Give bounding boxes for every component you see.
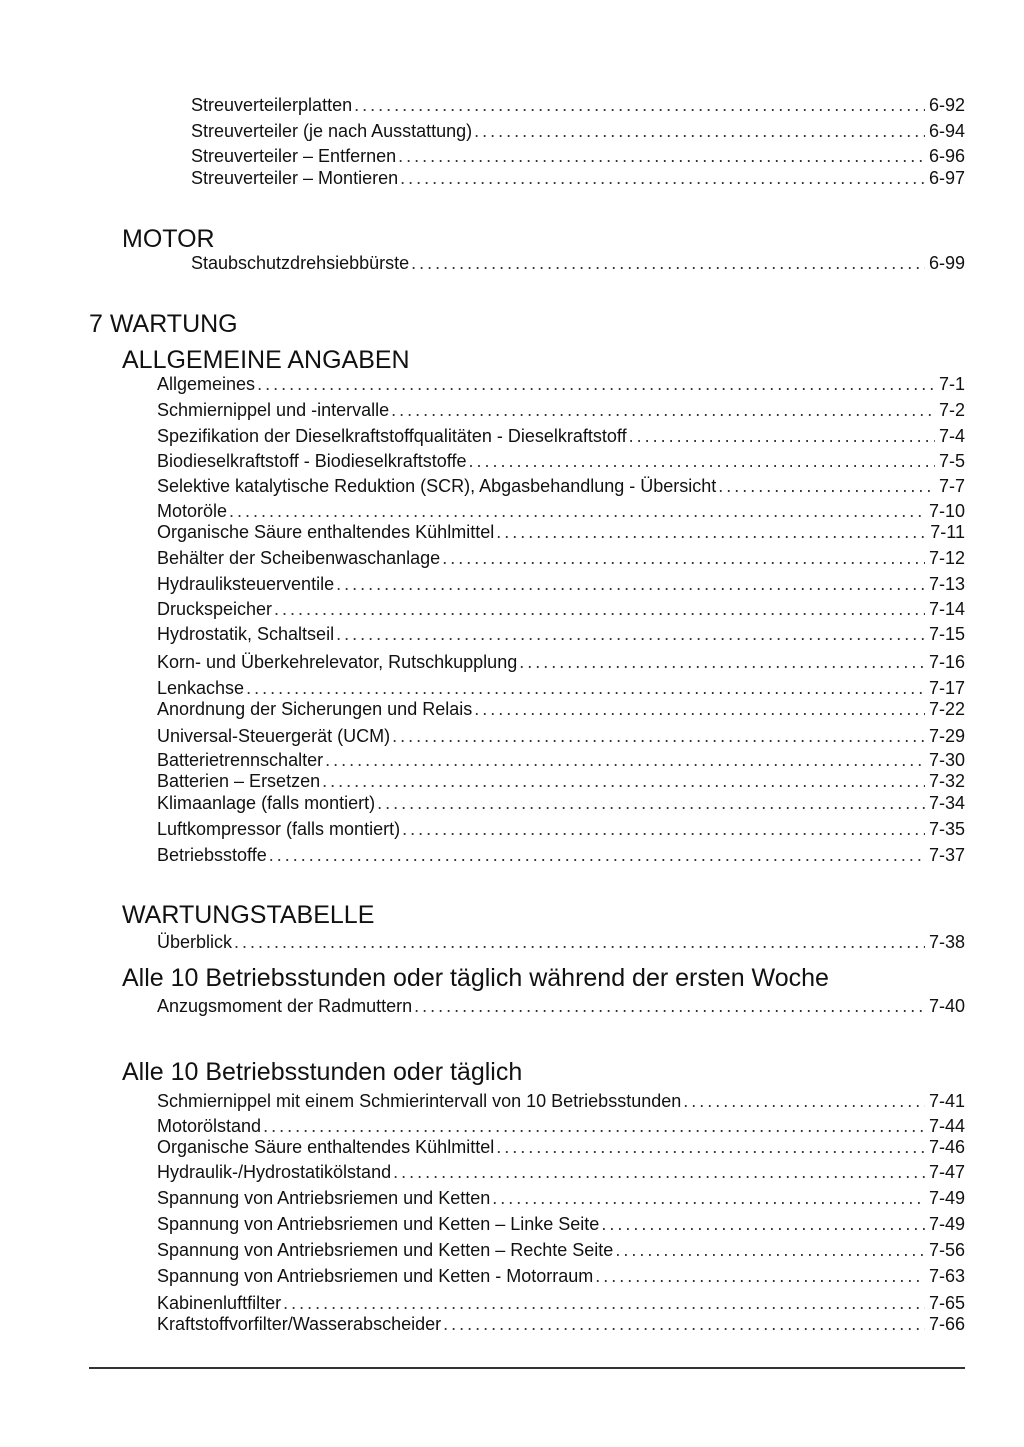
toc-entry[interactable] xyxy=(157,476,965,497)
toc-entry-title: Schmiernippel mit einem Schmierintervall von 10 Betriebsstunden xyxy=(157,1091,682,1111)
toc-entry[interactable] xyxy=(157,501,965,522)
section-heading-wartungstabelle: WARTUNGSTABELLE xyxy=(122,901,375,929)
toc-entry-title: Organische Säure enthaltendes Kühlmittel xyxy=(157,1137,495,1157)
toc-entry[interactable] xyxy=(157,548,965,569)
toc-entry[interactable] xyxy=(157,652,965,673)
toc-entry-page: 7-49 xyxy=(928,1214,965,1234)
toc-entry-page: 7-63 xyxy=(928,1266,965,1286)
toc-entry-title: Streuverteiler – Montieren xyxy=(191,168,399,188)
dot-leader xyxy=(683,1091,925,1112)
toc-entry[interactable] xyxy=(157,1116,965,1137)
toc-entry[interactable] xyxy=(157,574,965,595)
toc-entry[interactable] xyxy=(191,121,965,142)
toc-entry-title: Universal-Steuergerät (UCM) xyxy=(157,726,391,746)
toc-entry-page: 7-38 xyxy=(928,932,965,952)
dot-leader xyxy=(322,771,925,792)
toc-entry-title: Korn- und Überkehrelevator, Rutschkupplung xyxy=(157,652,518,672)
toc-entry[interactable] xyxy=(157,599,965,620)
toc-entry-page: 6-94 xyxy=(928,121,965,141)
toc-entry-title: Streuverteiler – Entfernen xyxy=(191,146,397,166)
toc-entry-page: 7-32 xyxy=(928,771,965,791)
dot-leader xyxy=(402,819,925,840)
toc-entry[interactable] xyxy=(157,726,965,747)
dot-leader xyxy=(283,1293,925,1314)
toc-entry-title: Selektive katalytische Reduktion (SCR), Abgasbehandlung - Übersicht xyxy=(157,476,717,496)
toc-entry-page: 7-1 xyxy=(938,374,965,394)
toc-entry-title: Luftkompressor (falls montiert) xyxy=(157,819,401,839)
toc-entry[interactable] xyxy=(191,253,965,274)
toc-entry-page: 7-7 xyxy=(938,476,965,496)
toc-entry[interactable] xyxy=(157,522,965,543)
toc-entry-title: Kabinenluftfilter xyxy=(157,1293,282,1313)
dot-leader xyxy=(414,996,925,1017)
toc-entry-page: 6-92 xyxy=(928,95,965,115)
dot-leader xyxy=(474,699,925,720)
toc-entry-title: Batterietrennschalter xyxy=(157,750,324,770)
toc-entry-title: Spannung von Antriebsriemen und Ketten – Linke Seite xyxy=(157,1214,600,1234)
toc-entry-page: 7-65 xyxy=(928,1293,965,1313)
toc-entry-page: 7-15 xyxy=(928,624,965,644)
dot-leader xyxy=(601,1214,925,1235)
toc-entry-title: Behälter der Scheibenwaschanlage xyxy=(157,548,441,568)
toc-entry-page: 7-47 xyxy=(928,1162,965,1182)
toc-entry-page: 7-30 xyxy=(928,750,965,770)
toc-entry-page: 7-29 xyxy=(928,726,965,746)
toc-entry-title: Spannung von Antriebsriemen und Ketten - Motorraum xyxy=(157,1266,594,1286)
footer-rule xyxy=(89,1367,965,1369)
dot-leader xyxy=(274,599,925,620)
toc-entry[interactable] xyxy=(157,400,965,421)
toc-entry-title: Klimaanlage (falls montiert) xyxy=(157,793,376,813)
toc-entry[interactable] xyxy=(157,1293,965,1314)
toc-entry-page: 7-37 xyxy=(928,845,965,865)
toc-entry-title: Streuverteilerplatten xyxy=(191,95,353,115)
toc-entry-page: 7-49 xyxy=(928,1188,965,1208)
toc-entry[interactable] xyxy=(157,932,965,953)
toc-entry[interactable] xyxy=(157,819,965,840)
dot-leader xyxy=(257,374,935,395)
toc-entry[interactable] xyxy=(157,1188,965,1209)
toc-entry[interactable] xyxy=(157,624,965,645)
toc-entry-title: Allgemeines xyxy=(157,374,256,394)
toc-entry-title: Hydrostatik, Schaltseil xyxy=(157,624,335,644)
toc-entry[interactable] xyxy=(157,1266,965,1287)
toc-entry-page: 7-66 xyxy=(928,1314,965,1334)
toc-entry-page: 7-16 xyxy=(928,652,965,672)
toc-entry[interactable] xyxy=(157,771,965,792)
toc-entry[interactable] xyxy=(157,451,965,472)
toc-entry[interactable] xyxy=(157,1162,965,1183)
toc-entry[interactable] xyxy=(157,699,965,720)
dot-leader xyxy=(354,95,925,116)
dot-leader xyxy=(442,548,925,569)
dot-leader xyxy=(377,793,925,814)
dot-leader xyxy=(474,121,925,142)
dot-leader xyxy=(595,1266,925,1287)
toc-entry-title: Biodieselkraftstoff - Biodieselkraftstoffe xyxy=(157,451,467,471)
dot-leader xyxy=(615,1240,925,1261)
dot-leader xyxy=(336,574,925,595)
toc-entry-title: Anordnung der Sicherungen und Relais xyxy=(157,699,473,719)
toc-entry[interactable] xyxy=(157,793,965,814)
toc-entry-title: Druckspeicher xyxy=(157,599,273,619)
dot-leader xyxy=(519,652,925,673)
toc-entry-page: 7-40 xyxy=(928,996,965,1016)
toc-entry[interactable] xyxy=(191,168,965,189)
dot-leader xyxy=(392,726,925,747)
toc-entry-page: 7-17 xyxy=(928,678,965,698)
toc-entry-page: 7-41 xyxy=(928,1091,965,1111)
toc-entry[interactable] xyxy=(157,374,965,395)
toc-entry-page: 7-2 xyxy=(938,400,965,420)
toc-entry-page: 7-5 xyxy=(938,451,965,471)
toc-entry[interactable] xyxy=(157,1091,965,1112)
toc-entry[interactable] xyxy=(157,1137,965,1158)
section-heading-woche: Alle 10 Betriebsstunden oder täglich während der ersten Woche xyxy=(122,964,829,992)
dot-leader xyxy=(411,253,925,274)
dot-leader xyxy=(391,400,935,421)
toc-entry-title: Überblick xyxy=(157,932,233,952)
toc-entry-title: Motorölstand xyxy=(157,1116,262,1136)
toc-entry-page: 7-34 xyxy=(928,793,965,813)
toc-entry-title: Streuverteiler (je nach Ausstattung) xyxy=(191,121,473,141)
toc-entry-page: 7-56 xyxy=(928,1240,965,1260)
dot-leader xyxy=(496,1137,925,1158)
toc-entry[interactable] xyxy=(157,750,965,771)
toc-entry-page: 7-11 xyxy=(930,522,965,542)
dot-leader xyxy=(629,426,935,447)
toc-entry-page: 6-96 xyxy=(928,146,965,166)
toc-entry-title: Hydrauliksteuerventile xyxy=(157,574,335,594)
dot-leader xyxy=(269,845,925,866)
toc-entry-page: 7-14 xyxy=(928,599,965,619)
toc-entry-page: 7-10 xyxy=(928,501,965,521)
toc-entry-title: Spannung von Antriebsriemen und Ketten xyxy=(157,1188,491,1208)
toc-entry[interactable] xyxy=(191,146,965,167)
toc-entry-page: 6-99 xyxy=(928,253,965,273)
dot-leader xyxy=(246,678,925,699)
dot-leader xyxy=(398,146,925,167)
dot-leader xyxy=(263,1116,925,1137)
toc-entry-title: Motoröle xyxy=(157,501,228,521)
toc-entry-title: Spezifikation der Dieselkraftstoffqualitäten - Dieselkraftstoff xyxy=(157,426,627,446)
dot-leader xyxy=(336,624,925,645)
toc-entry[interactable] xyxy=(157,1214,965,1235)
toc-entry-title: Staubschutzdrehsiebbürste xyxy=(191,253,410,273)
toc-entry-page: 7-35 xyxy=(928,819,965,839)
toc-entry[interactable] xyxy=(157,845,965,866)
dot-leader xyxy=(496,522,926,543)
dot-leader xyxy=(469,451,935,472)
toc-entry-title: Kraftstoffvorfilter/Wasserabscheider xyxy=(157,1314,442,1334)
dot-leader xyxy=(492,1188,925,1209)
toc-entry-page: 7-22 xyxy=(928,699,965,719)
toc-entry[interactable] xyxy=(157,996,965,1017)
toc-entry-title: Anzugsmoment der Radmuttern xyxy=(157,996,413,1016)
section-heading-allgemeine: ALLGEMEINE ANGABEN xyxy=(122,346,410,374)
toc-entry-title: Lenkachse xyxy=(157,678,245,698)
dot-leader xyxy=(443,1314,925,1335)
dot-leader xyxy=(229,501,925,522)
toc-entry[interactable] xyxy=(191,95,965,116)
dot-leader xyxy=(400,168,925,189)
toc-entry-title: Schmiernippel und -intervalle xyxy=(157,400,390,420)
section-heading-taeglich: Alle 10 Betriebsstunden oder täglich xyxy=(122,1058,523,1086)
toc-entry-title: Hydraulik-/Hydrostatikölstand xyxy=(157,1162,392,1182)
toc-entry[interactable] xyxy=(157,1240,965,1261)
toc-entry-page: 6-97 xyxy=(928,168,965,188)
chapter-heading: 7 WARTUNG xyxy=(89,310,238,338)
toc-entry-title: Batterien – Ersetzen xyxy=(157,771,321,791)
toc-entry-page: 7-44 xyxy=(928,1116,965,1136)
toc-entry[interactable] xyxy=(157,678,965,699)
section-heading-motor: MOTOR xyxy=(122,225,215,253)
dot-leader xyxy=(234,932,925,953)
toc-entry-page: 7-13 xyxy=(928,574,965,594)
toc-entry-title: Organische Säure enthaltendes Kühlmittel xyxy=(157,522,495,542)
dot-leader xyxy=(393,1162,925,1183)
toc-entry-title: Spannung von Antriebsriemen und Ketten – Rechte Seite xyxy=(157,1240,614,1260)
toc-entry[interactable] xyxy=(157,426,965,447)
toc-entry-page: 7-46 xyxy=(928,1137,965,1157)
dot-leader xyxy=(718,476,935,497)
toc-entry[interactable] xyxy=(157,1314,965,1335)
toc-entry-title: Betriebsstoffe xyxy=(157,845,267,865)
toc-entry-page: 7-4 xyxy=(938,426,965,446)
toc-entry-page: 7-12 xyxy=(928,548,965,568)
dot-leader xyxy=(325,750,925,771)
